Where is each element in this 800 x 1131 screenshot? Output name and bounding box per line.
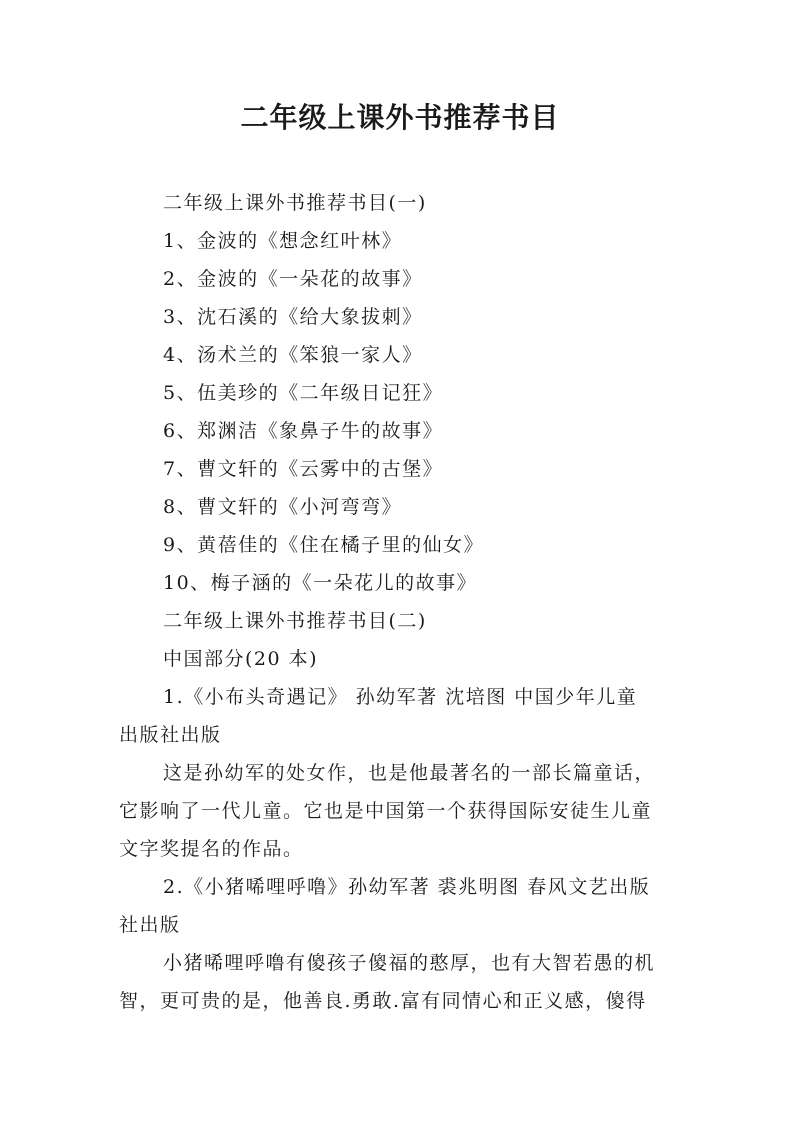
book-entry-continued: 社出版 [119, 914, 181, 936]
list-item: 9、黄蓓佳的《住在橘子里的仙女》 [163, 534, 485, 556]
list-item: 4、汤术兰的《笨狼一家人》 [163, 344, 423, 366]
list-item: 1、金波的《想念红叶林》 [163, 230, 403, 252]
list-item: 10、梅子涵的《一朵花儿的故事》 [163, 572, 478, 594]
book-entry: 2.《小猪唏哩呼噜》孙幼军著 裘兆明图 春风文艺出版 [163, 876, 651, 898]
book-description-continued: 它影响了一代儿童。它也是中国第一个获得国际安徒生儿童 [119, 800, 653, 822]
book-entry: 1.《小布头奇遇记》 孙幼军著 沈培图 中国少年儿童 [163, 686, 638, 708]
list-item: 3、沈石溪的《给大象拔刺》 [163, 306, 423, 328]
section-heading: 二年级上课外书推荐书目(二) [163, 610, 427, 632]
subsection-heading: 中国部分(20 本) [163, 648, 319, 670]
book-description: 这是孙幼军的处女作，也是他最著名的一部长篇童话， [163, 762, 656, 784]
book-description-continued: 智，更可贵的是，他善良.勇敢.富有同情心和正义感，傻得 [119, 990, 647, 1012]
book-description-continued: 文字奖提名的作品。 [119, 838, 304, 860]
document-title: 二年级上课外书推荐书目 [240, 101, 560, 134]
list-item: 6、郑渊洁《象鼻子牛的故事》 [163, 420, 444, 442]
document-body [119, 184, 685, 1020]
list-item: 2、金波的《一朵花的故事》 [163, 268, 423, 290]
list-item: 7、曹文轩的《云雾中的古堡》 [163, 458, 444, 480]
book-description: 小猪唏哩呼噜有傻孩子傻福的憨厚，也有大智若愚的机 [163, 952, 656, 974]
book-entry-continued: 出版社出版 [119, 724, 222, 746]
list-item: 8、曹文轩的《小河弯弯》 [163, 496, 403, 518]
section-heading: 二年级上课外书推荐书目(一) [163, 192, 427, 214]
list-item: 5、伍美珍的《二年级日记狂》 [163, 382, 444, 404]
